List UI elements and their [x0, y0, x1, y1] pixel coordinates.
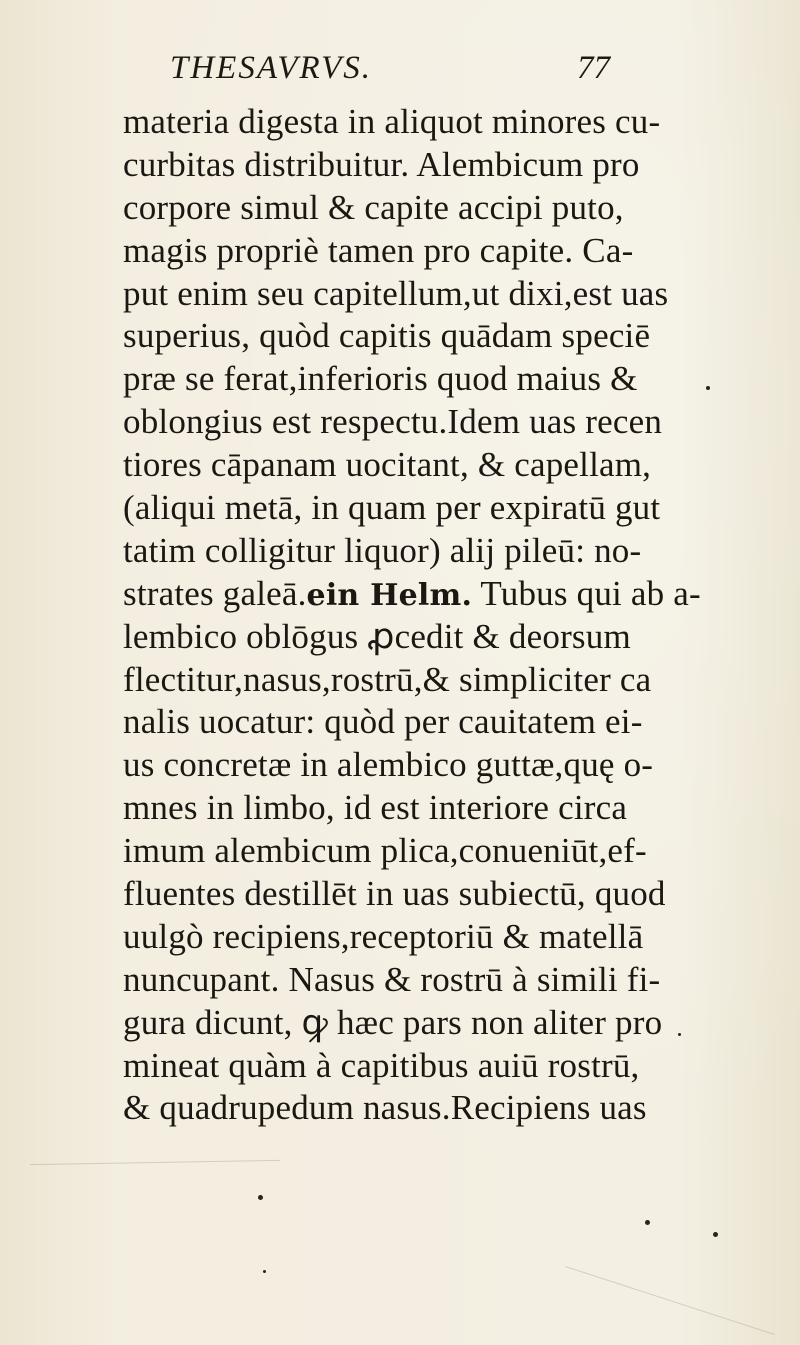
text-line-6: superius, quòd capitis quādam speciē [123, 316, 651, 356]
text-line-15: nalis uocatur: quòd per cauitatem ei- [123, 702, 643, 742]
text-line-12 [123, 573, 701, 616]
ink-speck [678, 1033, 681, 1036]
text-line-20: uulgò recipiens,receptoriū & matellā [123, 916, 644, 956]
text-line-3: corpore simul & capite accipi puto, [123, 187, 624, 227]
text-line-12-end: Tubus qui ab a- [472, 573, 701, 613]
ink-speck [713, 1232, 718, 1237]
text-line-11: tatim colligitur liquor) alij pileū: no- [123, 530, 642, 570]
page-header [0, 42, 800, 92]
text-line-9: tiores cāpanam uocitant, & capellam, [123, 445, 652, 485]
text-line-14: flectitur,nasus,rostrū,& simpliciter ca [123, 659, 652, 699]
paper-crease [565, 1266, 775, 1335]
text-line-4: magis propriè tamen pro capite. Ca- [123, 230, 634, 270]
text-line-12-start: strates galeā. [123, 573, 307, 613]
page-number: 77 [577, 50, 610, 86]
text-line-22: gura dicunt, ꝙ hæc pars non aliter pro [123, 1002, 663, 1042]
text-line-8: oblongius est respectu.Idem uas recen [123, 402, 663, 442]
ink-speck [645, 1220, 650, 1225]
paper-crease [30, 1160, 280, 1165]
text-line-16: us concretæ in alembico guttæ,quę o- [123, 745, 654, 785]
text-line-1: materia digesta in aliquot minores cu- [123, 102, 661, 141]
ink-speck [706, 386, 710, 390]
ink-speck [258, 1195, 263, 1200]
text-line-10: (aliqui metā, in quam per expiratū gut [123, 488, 661, 528]
ink-speck [263, 1270, 266, 1273]
text-line-19: fluentes destillēt in uas subiectū, quod [123, 874, 666, 914]
text-line-24: & quadrupedum nasus.Recipiens uas [123, 1088, 647, 1128]
running-title: THESAVRVS. [170, 50, 372, 86]
blackletter-word: ein Helm. [306, 577, 473, 613]
text-line-23: mineat quàm à capitibus auiū rostrū, [123, 1045, 640, 1085]
text-line-21: nuncupant. Nasus & rostrū à simili fi- [123, 959, 661, 999]
text-line-18: imum alembicum plica,conueniūt,ef- [123, 831, 647, 871]
text-line-2: curbitas distribuitur. Alembicum pro [123, 144, 640, 184]
text-line-5: put enim seu capitellum,ut dixi,est uas [123, 273, 669, 313]
text-line-17: mnes in limbo, id est interiore circa [123, 788, 628, 828]
body-text [123, 101, 701, 1130]
text-line-13: lembico oblōgus ꝓcedit & deorsum [123, 616, 631, 656]
text-line-7: præ se ferat,inferioris quod maius & [123, 359, 638, 399]
